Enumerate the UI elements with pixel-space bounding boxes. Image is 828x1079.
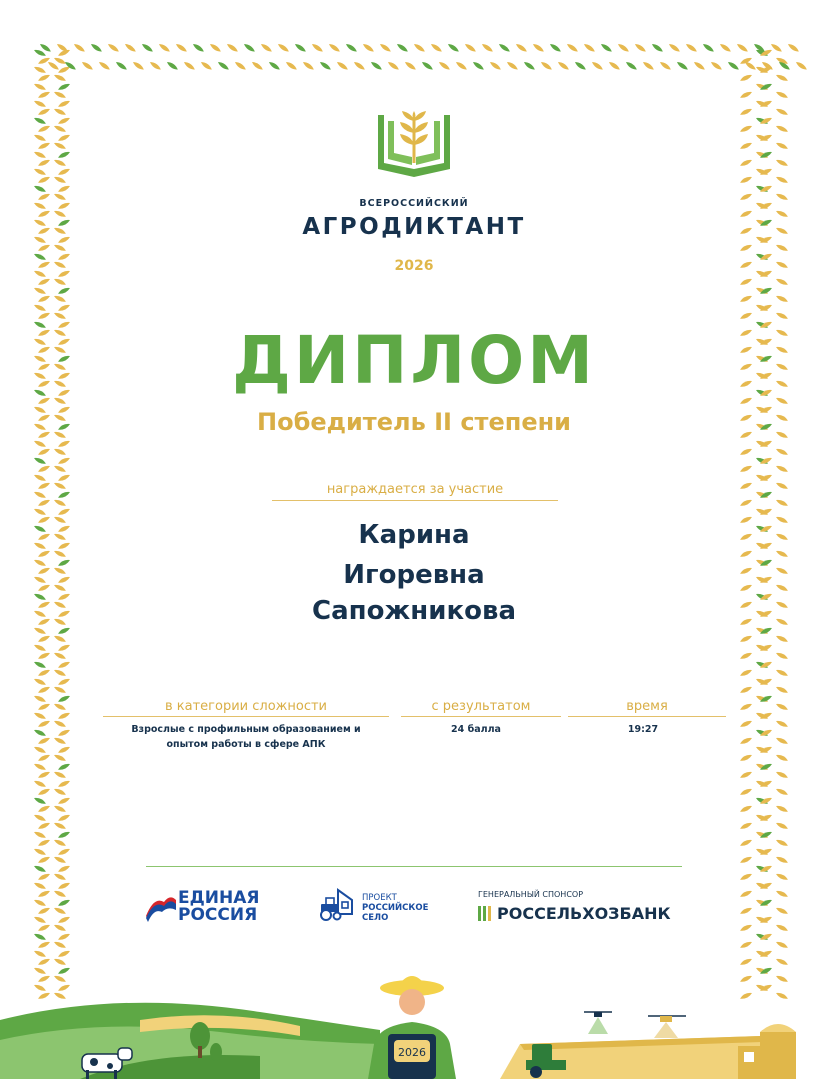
- party-line2: РОССИЯ: [178, 905, 258, 925]
- bank-stripes-icon: [478, 906, 494, 921]
- result-label: с результатом: [401, 699, 561, 717]
- category-value: [103, 722, 389, 752]
- category-label: в категории сложности: [103, 699, 389, 717]
- general-sponsor-label: ГЕНЕРАЛЬНЫЙ СПОНСОР: [478, 890, 584, 899]
- party-logo-text: [178, 890, 259, 924]
- recipient-patronymic: Игоревна: [343, 560, 485, 590]
- diploma-title: ДИПЛОМ: [232, 322, 596, 399]
- project-line1: ПРОЕКТ: [362, 893, 397, 903]
- project-line3: СЕЛО: [362, 913, 389, 923]
- bank-name: РОССЕЛЬХОЗБАНК: [497, 904, 671, 923]
- award-caption: награждается за участие: [272, 482, 558, 501]
- farmer-figure: [368, 976, 456, 1079]
- category-value-line1: Взрослые с профильным образованием и: [131, 724, 361, 735]
- recipient-first-name: Карина: [358, 520, 470, 550]
- sponsor-divider: [146, 866, 682, 867]
- recipient-last-name: Сапожникова: [311, 596, 516, 626]
- tree-icon: [190, 1022, 210, 1050]
- project-logo-text: [362, 893, 428, 923]
- farmer-sign-year: 2026: [398, 1046, 426, 1059]
- farm-illustration: [0, 960, 828, 1079]
- book-wheat-logo-icon: [374, 107, 454, 177]
- diploma-subtitle: Победитель II степени: [257, 408, 571, 436]
- result-value: 24 балла: [451, 724, 501, 735]
- drone-icon: [584, 1012, 612, 1034]
- silo-icon: [738, 1024, 796, 1079]
- party-line1: ЕДИНАЯ: [178, 888, 260, 908]
- logo-year: 2026: [394, 258, 434, 274]
- bear-flag-logo-icon: [144, 892, 178, 922]
- category-value-line2: опытом работы в сфере АПК: [166, 739, 326, 750]
- time-label: время: [568, 699, 726, 717]
- project-line2: РОССИЙСКОЕ: [362, 903, 429, 913]
- drone-icon: [648, 1016, 686, 1038]
- time-value: 19:27: [627, 724, 659, 735]
- tractor-house-icon: [318, 888, 360, 922]
- logo-title: АГРОДИКТАНТ: [302, 214, 526, 240]
- logo-pretitle: ВСЕРОССИЙСКИЙ: [359, 198, 469, 209]
